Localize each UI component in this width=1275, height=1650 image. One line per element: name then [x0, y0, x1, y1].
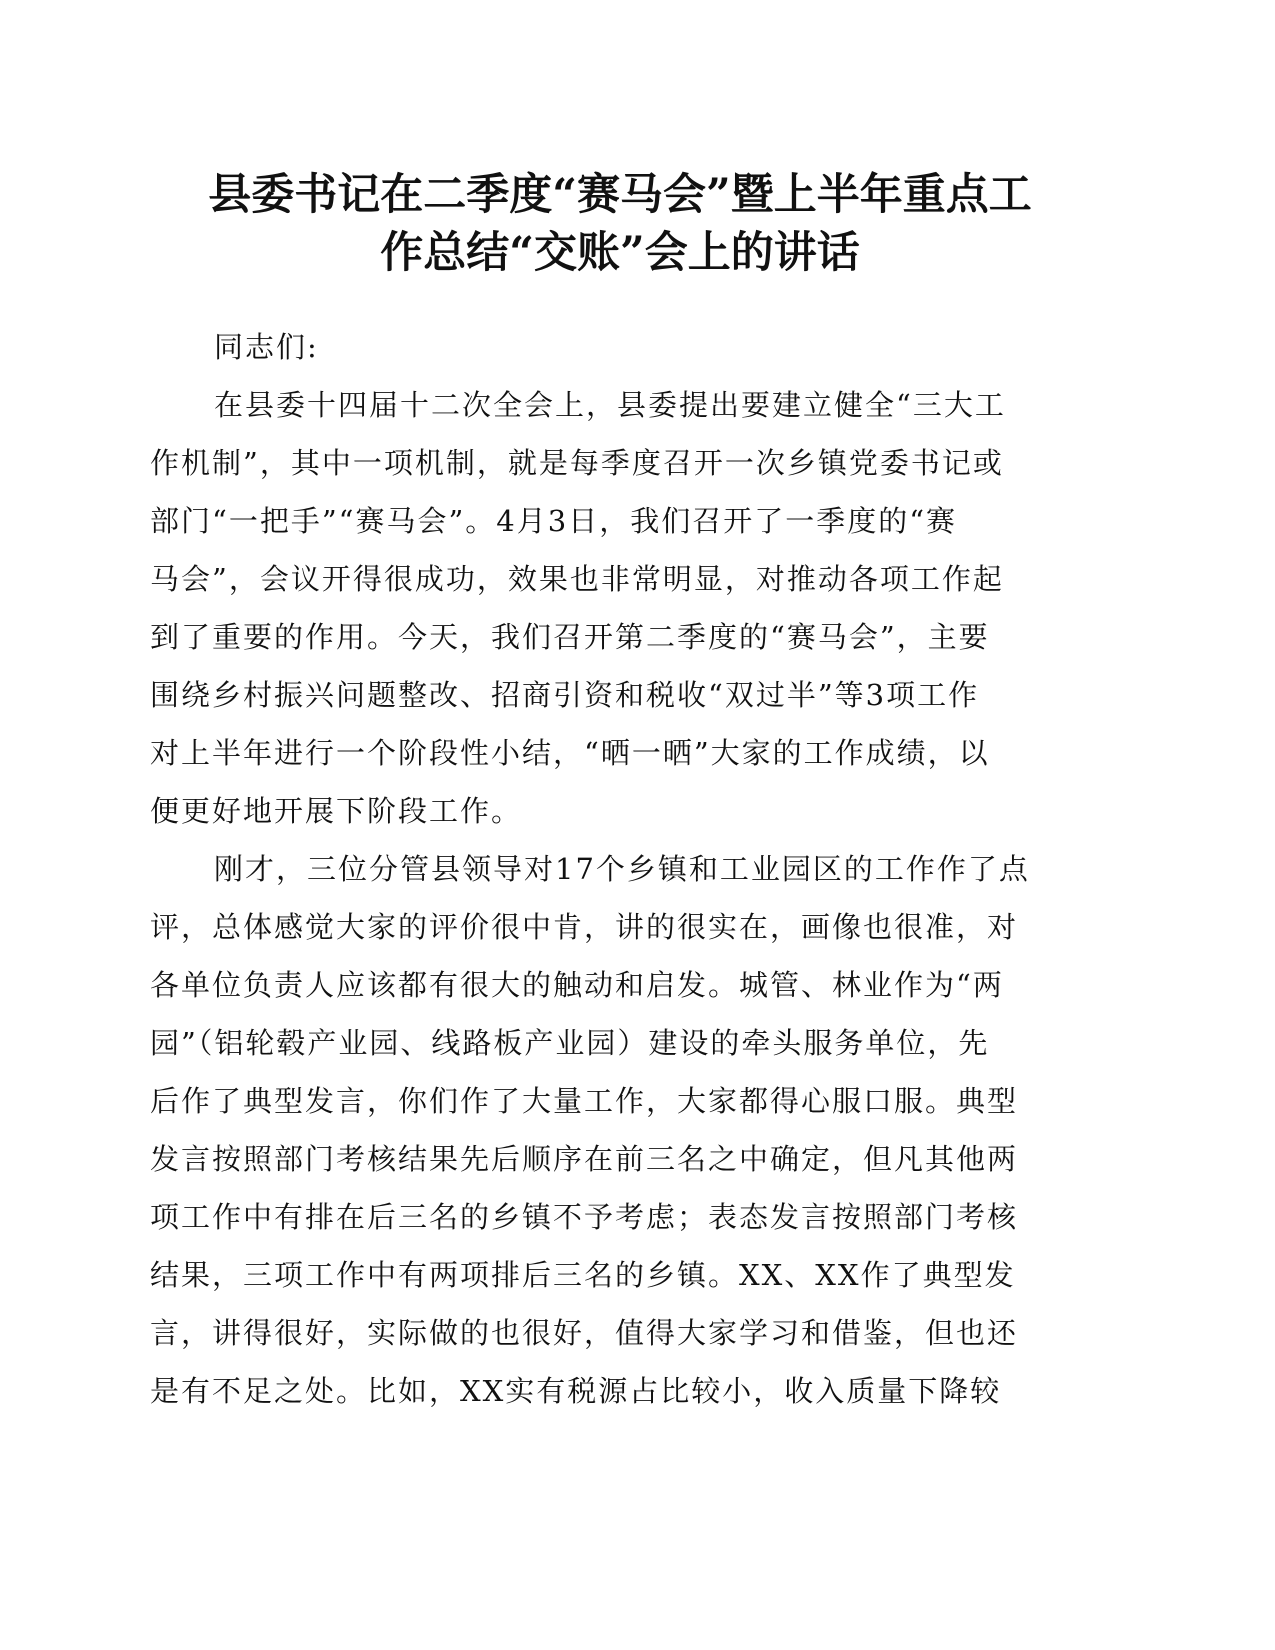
paragraph-2-line-8: 结果，三项工作中有两项排后三名的乡镇。XX、XX作了典型发 [150, 1258, 1016, 1292]
paragraph-1-line-3: 部门“一把手”“赛马会”。4月3日，我们召开了一季度的“赛 [150, 504, 958, 538]
paragraph-2-line-10: 是有不足之处。比如，XX实有税源占比较小，收入质量下降较 [150, 1374, 1002, 1408]
paragraph-2-line-4: 园”（铝轮毂产业园、线路板产业园）建设的牵头服务单位，先 [150, 1026, 990, 1060]
paragraph-1-line-6: 围绕乡村振兴问题整改、招商引资和税收“双过半”等3项工作 [150, 678, 980, 712]
paragraph-2-line-7: 项工作中有排在后三名的乡镇不予考虑；表态发言按照部门考核 [150, 1200, 1019, 1234]
document-title [150, 166, 1090, 282]
paragraph-1-line-1: 在县委十四届十二次全会上，县委提出要建立健全“三大工 [214, 388, 1006, 422]
title-line-2: 作总结“交账”会上的讲话 [380, 228, 860, 278]
paragraph-1-line-2: 作机制”，其中一项机制，就是每季度召开一次乡镇党委书记或 [150, 446, 1004, 480]
paragraph-2-line-6: 发言按照部门考核结果先后顺序在前三名之中确定，但凡其他两 [150, 1142, 1019, 1176]
paragraph-2-line-2: 评，总体感觉大家的评价很中肯，讲的很实在，画像也很准，对 [150, 910, 1019, 944]
paragraph-1-line-7: 对上半年进行一个阶段性小结，“晒一晒”大家的工作成绩，以 [150, 736, 990, 770]
salutation: 同志们: [214, 330, 319, 364]
document-body [150, 318, 1070, 1420]
paragraph-2-line-9: 言，讲得很好，实际做的也很好，值得大家学习和借鉴，但也还 [150, 1316, 1019, 1350]
title-line-1: 县委书记在二季度“赛马会”暨上半年重点工 [208, 170, 1032, 220]
paragraph-2-line-3: 各单位负责人应该都有很大的触动和启发。城管、林业作为“两 [150, 968, 1004, 1002]
paragraph-2-line-5: 后作了典型发言，你们作了大量工作，大家都得心服口服。典型 [150, 1084, 1019, 1118]
paragraph-1-line-5: 到了重要的作用。今天，我们召开第二季度的“赛马会”，主要 [150, 620, 990, 654]
paragraph-2-line-1: 刚才，三位分管县领导对17个乡镇和工业园区的工作作了点 [214, 852, 1030, 886]
paragraph-1-line-4: 马会”，会议开得很成功，效果也非常明显，对推动各项工作起 [150, 562, 1004, 596]
paragraph-1-line-8: 便更好地开展下阶段工作。 [150, 794, 523, 828]
